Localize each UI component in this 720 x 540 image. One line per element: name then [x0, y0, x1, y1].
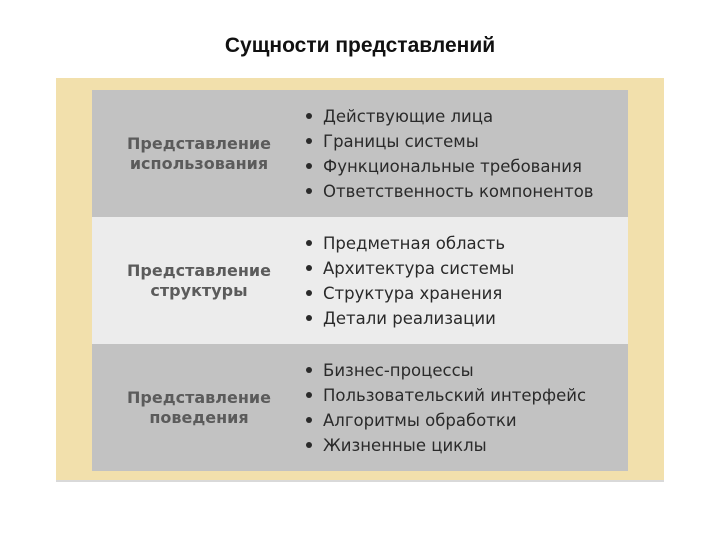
list-item-text: Детали реализации	[323, 308, 496, 328]
row-label-line1: Представление	[127, 260, 271, 280]
list-item-text: Предметная область	[323, 233, 506, 253]
list-item-text: Жизненные циклы	[323, 435, 487, 455]
list-item-text: Действующие лица	[323, 106, 494, 126]
bullet-icon	[306, 290, 312, 296]
list-item-text: Пользовательский интерфейс	[323, 385, 587, 405]
row-label	[92, 217, 298, 344]
bullet-icon	[306, 315, 312, 321]
row-label-line2: использования	[129, 153, 269, 173]
list-item	[304, 433, 628, 458]
bullet-icon	[306, 392, 312, 398]
bullet-icon	[306, 138, 312, 144]
list-item	[304, 306, 628, 331]
list-item-text: Алгоритмы обработки	[323, 410, 517, 430]
list-item-text: Структура хранения	[323, 283, 503, 303]
table-row-structure-view	[92, 217, 628, 344]
row-label-line2: поведения	[149, 407, 249, 427]
bullet-icon	[306, 113, 312, 119]
bullet-list	[298, 90, 628, 217]
slide-title: Сущности представлений	[224, 34, 496, 57]
row-label-line1: Представление	[127, 133, 271, 153]
list-item	[304, 104, 628, 129]
list-item	[304, 256, 628, 281]
row-label	[92, 90, 298, 217]
bullet-icon	[306, 188, 312, 194]
list-item	[304, 358, 628, 383]
table-frame	[56, 78, 664, 480]
list-item-text: Функциональные требования	[323, 156, 582, 176]
bullet-list	[298, 217, 628, 344]
bullet-icon	[306, 163, 312, 169]
list-item	[304, 129, 628, 154]
bullet-icon	[306, 367, 312, 373]
table-row-usage-view	[92, 90, 628, 217]
list-item-text: Архитектура системы	[323, 258, 515, 278]
list-item	[304, 179, 628, 204]
row-label-line1: Представление	[127, 387, 271, 407]
bullet-icon	[306, 240, 312, 246]
list-item-text: Границы системы	[323, 131, 479, 151]
table-row-behavior-view	[92, 344, 628, 471]
views-table	[92, 90, 628, 471]
list-item	[304, 231, 628, 256]
bullet-icon	[306, 442, 312, 448]
bullet-icon	[306, 417, 312, 423]
list-item	[304, 383, 628, 408]
list-item	[304, 281, 628, 306]
row-label	[92, 344, 298, 471]
bullet-list	[298, 344, 628, 471]
list-item-text: Ответственность компонентов	[323, 181, 594, 201]
list-item	[304, 154, 628, 179]
list-item-text: Бизнес-процессы	[323, 360, 474, 380]
bullet-icon	[306, 265, 312, 271]
list-item	[304, 408, 628, 433]
row-label-line2: структуры	[150, 280, 248, 300]
